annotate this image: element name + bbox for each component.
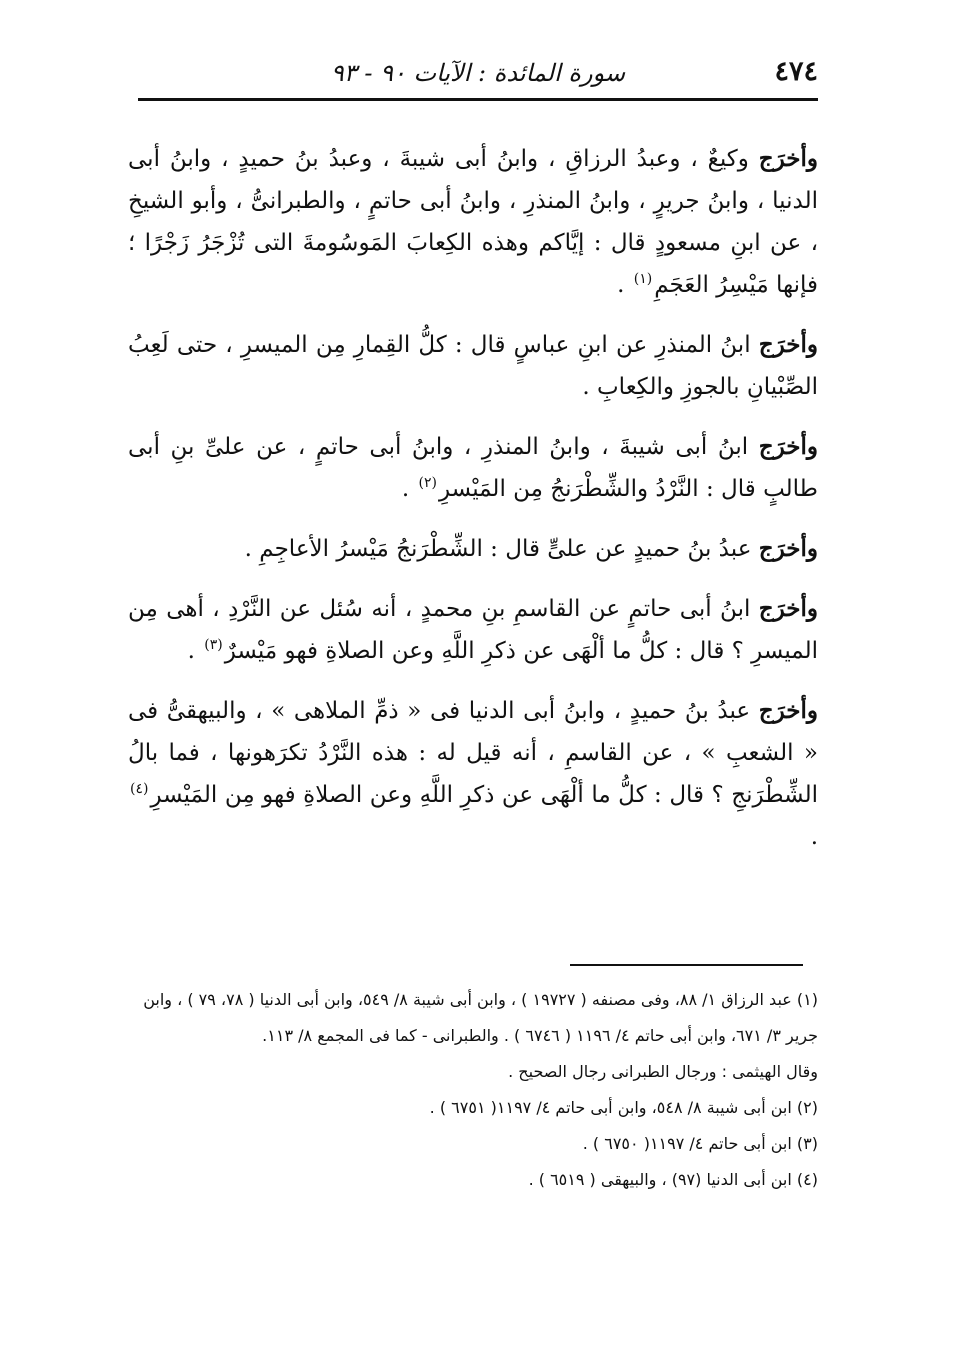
- paragraph-end: .: [187, 638, 203, 664]
- footnote-1-continued: وقال الهيثمى : ورجال الطبرانى رجال الصحيح .: [508, 1062, 818, 1081]
- footnote-marker[interactable]: (١): [633, 271, 653, 288]
- paragraph-end: .: [617, 272, 632, 298]
- footnotes-section: [128, 982, 818, 1198]
- paragraph-intro: وأخرَج: [758, 145, 818, 172]
- paragraph-intro: وأخرَج: [758, 331, 818, 358]
- paragraph-text: وكيعٌ ، وعبدُ الرزاقِ ، وابنُ أبى شيبةَ ، وعبدُ بنُ حميدٍ ، وابنُ أبى الدنيا ، وابنُ جريرٍ ، وابنُ المنذرِ ، وابنُ أبى حاتمٍ ، والطبرانىُّ ، وأبو الشيخِ ، عن ابنِ مسعودٍ قال : إيَّاكم وهذه الكِعابَ المَوسُومةَ التى تُزْجَرُ زَجْرًا ؛ فإنها مَيْسِرُ العَجَمِ: [128, 146, 818, 298]
- paragraph-text: ابنُ أبى شيبةَ ، وابنُ المنذرِ ، وابنُ أبى حاتمٍ ، عن علىِّ بنِ أبى طالبٍ قال : النَّرْدُ والشِّطْرَنجُ مِن المَيْسرِ: [128, 434, 818, 502]
- page-number: ٤٧٤: [774, 56, 818, 87]
- footnote-1: (١) عبد الرزاق ١/ ٨٨، وفى مصنفه ( ١٩٧٢٧ ) ، وابن أبى شيبة ٨/ ٥٤٩، وابن أبى الدنيا ( ٧٨، ٧٩ ) ، وابن جرير ٣/ ٦٧١، وابن أبى حاتم ٤/ ١١٩٦ ( ٦٧٤٦ ) . والطبرانى - كما فى المجمع ٨/ ١١٣.: [143, 990, 818, 1045]
- paragraph-4: [128, 528, 818, 570]
- main-text: [128, 138, 818, 876]
- paragraph-3: [128, 426, 818, 510]
- paragraph-text: عبدُ بنُ حميدٍ ، وابنُ أبى الدنيا فى « ذمِّ الملاهى » ، والبيهقىُّ فى « الشعبِ » ، عن القاسمِ ، أنه قيل له : هذه النَّرْدُ تكرَهونها ، فما بالُ الشِّطْرَنجِ ؟ قال : كلُّ ما ألْهَى عن ذكرِ اللَّهِ وعن الصلاةِ فهو مِن المَيْسرِ: [128, 698, 818, 808]
- footnote-3: (٣) ابن أبى حاتم ٤/ ١١٩٧( ٦٧٥٠ ) .: [582, 1134, 818, 1153]
- paragraph-text: ابنُ أبى حاتمٍ عن القاسمِ بنِ محمدٍ ، أنه سُئل عن النَّرْدِ ، أهى مِن الميسرِ ؟ قال : كلُّ ما ألْهَى عن ذكرِ اللَّهِ وعن الصلاةِ فهو مَيْسرٌ: [128, 596, 818, 664]
- paragraph-end: .: [810, 824, 818, 850]
- footnote-separator: [570, 964, 803, 966]
- paragraph-intro: وأخرَج: [758, 433, 818, 460]
- paragraph-6: [128, 690, 818, 858]
- paragraph-end: .: [582, 374, 598, 400]
- running-head-title: سورة المائدة : الآيات ٩٠ - ٩٣: [330, 59, 626, 87]
- page-header: [138, 52, 818, 96]
- header-rule: [138, 98, 818, 101]
- paragraph-intro: وأخرَج: [758, 595, 818, 622]
- paragraph-5: [128, 588, 818, 672]
- paragraph-intro: وأخرَج: [758, 697, 818, 724]
- paragraph-1: [128, 138, 818, 306]
- paragraph-intro: وأخرَج: [758, 535, 818, 562]
- footnote-4: (٤) ابن أبى الدنيا (٩٧) ، والبيهقى ( ٦٥١٩ ) .: [528, 1170, 818, 1189]
- paragraph-text: عبدُ بنُ حميدٍ عن علىٍّ قال : الشِّطْرَنجُ مَيْسرُ الأعاجِمِ: [259, 536, 759, 562]
- paragraph-end: .: [244, 536, 260, 562]
- paragraph-end: .: [401, 476, 417, 502]
- footnote-marker[interactable]: (٢): [418, 475, 437, 492]
- footnote-marker[interactable]: (٤): [130, 781, 149, 798]
- footnote-marker[interactable]: (٣): [204, 637, 223, 654]
- footnote-2: (٢) ابن أبى شيبة ٨/ ٥٤٨، وابن أبى حاتم ٤/ ١١٩٧( ٦٧٥١ ) .: [429, 1098, 818, 1117]
- paragraph-text: ابنُ المنذرِ عن ابنِ عباسٍ قال : كلُّ القِمارِ مِن الميسرِ ، حتى لَعِبُ الصِّبْيانِ بالجوزِ والكِعابِ: [128, 332, 818, 400]
- paragraph-2: [128, 324, 818, 408]
